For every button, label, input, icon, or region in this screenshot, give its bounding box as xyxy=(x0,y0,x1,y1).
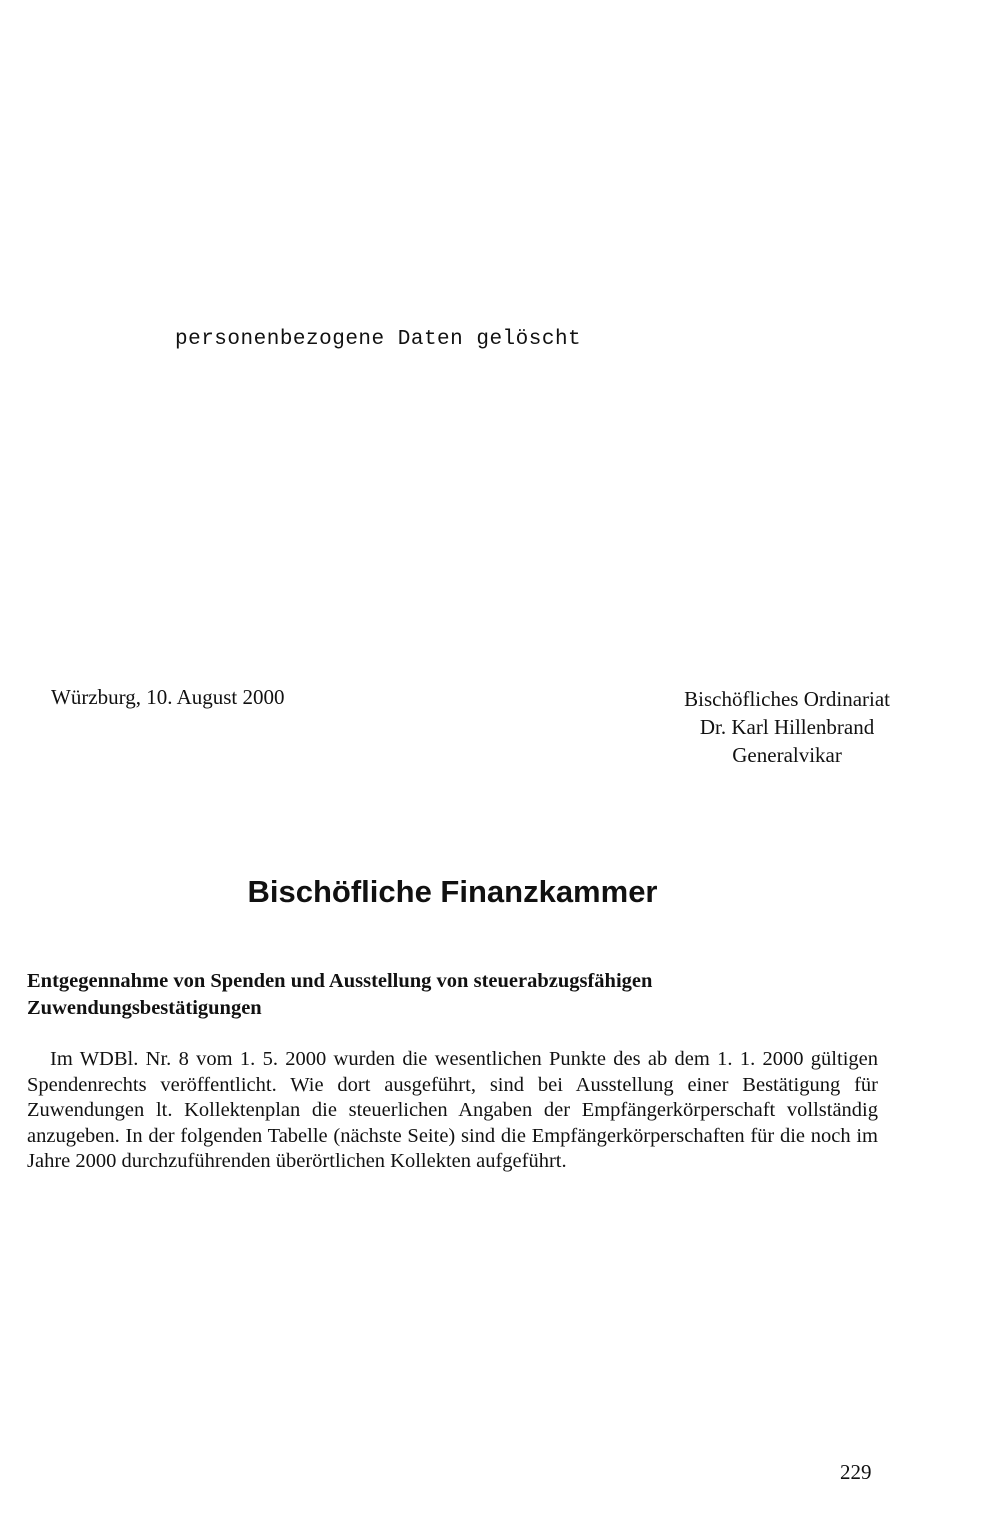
page-number: 229 xyxy=(840,1460,872,1484)
redaction-note: personenbezogene Daten gelöscht xyxy=(175,328,582,351)
signature-block xyxy=(684,685,890,769)
signature-office: Bischöfliches Ordinariat xyxy=(684,687,890,711)
signature-name: Dr. Karl Hillenbrand xyxy=(699,715,875,739)
article-body: Im WDBl. Nr. 8 vom 1. 5. 2000 wurden die wesentlichen Punkte des ab dem 1. 1. 2000 gültigen Spendenrechts veröffentlicht. Wie dort ausgeführt, sind bei Ausstellung einer Bestätigung für Zuwendungen lt. Kollektenplan die steuerlichen Angaben der Empfängerkörperschaft vollständig anzugeben. In der folgenden Tabelle (nächste Seite) sind die Empfängerkörperschaften für die noch im Jahre 2000 durchzuführenden überörtlichen Kollekten aufgeführt. xyxy=(27,1048,878,1172)
section-title: Bischöfliche Finanzkammer xyxy=(247,874,658,909)
place-date: Würzburg, 10. August 2000 xyxy=(51,685,285,709)
signature-title: Generalvikar xyxy=(732,743,842,767)
article-heading: Entgegennahme von Spenden und Ausstellung von steuerabzugsfähigen Zuwendungsbestätigungen xyxy=(27,970,653,1019)
